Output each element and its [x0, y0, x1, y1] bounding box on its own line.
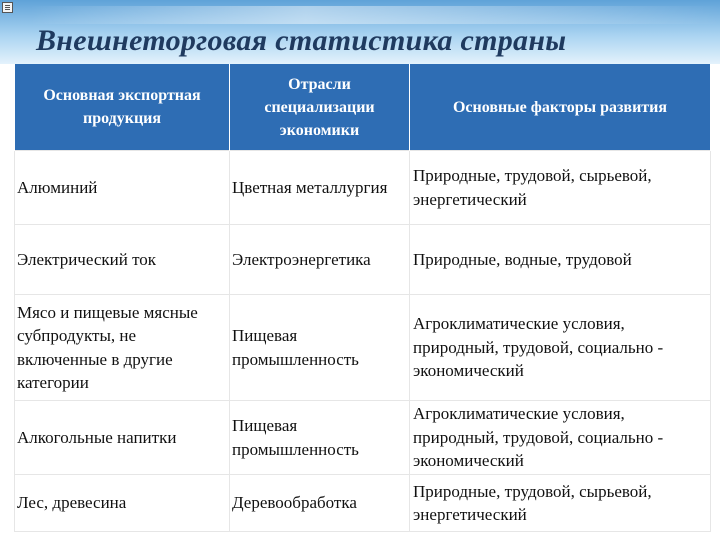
cell-export-product: Алкогольные напитки: [15, 401, 230, 475]
header-development-factors: Основные факторы развития: [410, 64, 711, 151]
cell-export-product: Лес, древесина: [15, 475, 230, 532]
cell-factors: Природные, водные, трудовой: [410, 225, 711, 295]
table-row: [15, 151, 711, 225]
table-row: [15, 295, 711, 401]
slide-menu-icon[interactable]: [2, 2, 13, 13]
cell-export-product: Мясо и пищевые мясные субпродукты, не включенные в другие категории: [15, 295, 230, 401]
cell-export-product: Электрический ток: [15, 225, 230, 295]
cell-industry: Пищевая промышленность: [230, 295, 410, 401]
cell-factors: Агроклиматические условия, природный, трудовой, социально - экономический: [410, 401, 711, 475]
cell-factors: Природные, трудовой, сырьевой, энергетический: [410, 151, 711, 225]
table-row: [15, 401, 711, 475]
header-specialization-industries: Отрасли специализации экономики: [230, 64, 410, 151]
header-row: [15, 64, 711, 151]
trade-statistics-table: [14, 64, 711, 532]
table-row: [15, 475, 711, 532]
cell-export-product: Алюминий: [15, 151, 230, 225]
cell-industry: Деревообработка: [230, 475, 410, 532]
cell-factors: Природные, трудовой, сырьевой, энергетический: [410, 475, 711, 532]
table-row: [15, 225, 711, 295]
cell-industry: Электроэнергетика: [230, 225, 410, 295]
header-export-products: Основная экспортная продукция: [15, 64, 230, 151]
band-highlight: [30, 6, 720, 24]
cell-factors: Агроклиматические условия, природный, трудовой, социально - экономический: [410, 295, 711, 401]
cell-industry: Цветная металлургия: [230, 151, 410, 225]
slide-title: Внешнеторговая статистика страны: [36, 24, 567, 57]
cell-industry: Пищевая промышленность: [230, 401, 410, 475]
